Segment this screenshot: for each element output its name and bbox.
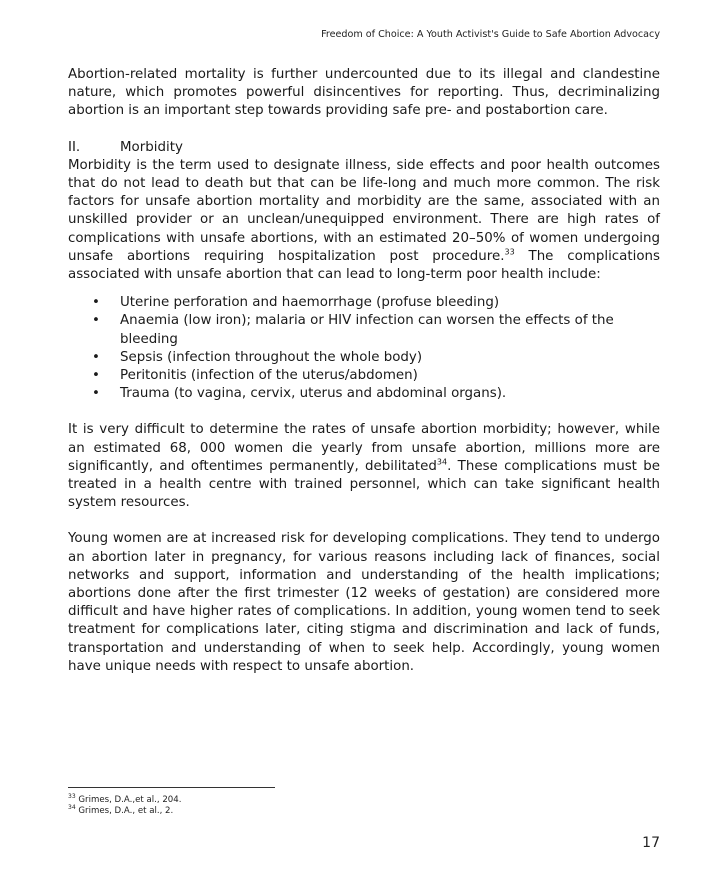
list-item: • Anaemia (low iron); malaria or HIV infection can worsen the effects of the bleeding [92, 313, 614, 347]
page-number: 17 [642, 835, 660, 851]
page-body [68, 66, 660, 676]
footnote-ref-34: 34 [436, 457, 448, 467]
bullet-icon: • [92, 349, 100, 365]
section-number: II. [68, 139, 81, 155]
list-item: • Peritonitis (infection of the uterus/abdomen) [68, 367, 660, 385]
bullet-icon: • [92, 386, 100, 402]
list-item: • Uterine perforation and haemorrhage (profuse bleeding) [68, 294, 660, 312]
footnotes [68, 795, 181, 817]
list-item: • Sepsis (infection throughout the whole body) [68, 349, 660, 367]
paragraph-mortality: Abortion-related mortality is further undercounted due to its illegal and clandestine nature, which promotes powerful disincentives for reporting. Thus, decriminalizing abortion is an important step towards providing safe pre- and postabortion care. [68, 67, 660, 119]
paragraph-young-women: Young women are at increased risk for developing complications. They tend to undergo an abortion later in pregnancy, for various reasons including lack of finances, social networks and support, information and understanding of the health implications; abortions done after the first trimester (12 weeks of gestation) are considered more difficult and have higher rates of complications. In addition, young women tend to seek treatment for complications later, citing stigma and discrimination and lack of funds, transportation and understanding of when to seek help. Accordingly, young women have unique needs with respect to unsafe abortion. [68, 531, 660, 674]
footnote: $^{33}$ Grimes, D.A.,et al., 204. [68, 793, 182, 805]
complications-list [68, 294, 660, 403]
bullet-icon: • [92, 313, 100, 329]
section-title: Morbidity [120, 139, 183, 155]
footnote-divider [68, 787, 275, 788]
running-header: Freedom of Choice: A Youth Activist's Guide to Safe Abortion Advocacy [321, 29, 660, 40]
paragraph-morbidity: Morbidity is the term used to designate illness, side effects and poor health outcomes that do not lead to death but that can be life-long and much more common. The risk factors for unsafe abortion mortality and morbidity are the same, associated with an unskilled provider or an unclean/unequipped environment. There are high rates of complications with unsafe abortions, with an estimated 20–50% of women undergoing unsafe abortions requiring hospitalization post procedure.$^{33}$ The complications associated with unsafe abortion that can lead to long-term poor health include: [68, 157, 660, 283]
footnote-ref-33: 33 [504, 247, 515, 257]
footnote: $^{34}$ Grimes, D.A., et al., 2. [68, 804, 174, 816]
list-item: • Trauma (to vagina, cervix, uterus and abdominal organs). [68, 385, 660, 403]
bullet-icon: • [92, 295, 100, 311]
bullet-icon: • [92, 368, 100, 384]
section-heading [68, 139, 660, 157]
paragraph-rates: It is very difficult to determine the rates of unsafe abortion morbidity; however, while an estimated 68, 000 women die yearly from unsafe abortion, millions more are significantly, and oftentimes permanently, debilitated$^{34}$. These complications must be treated in a health centre with trained personnel, which can take significant health system resources. [68, 422, 660, 511]
